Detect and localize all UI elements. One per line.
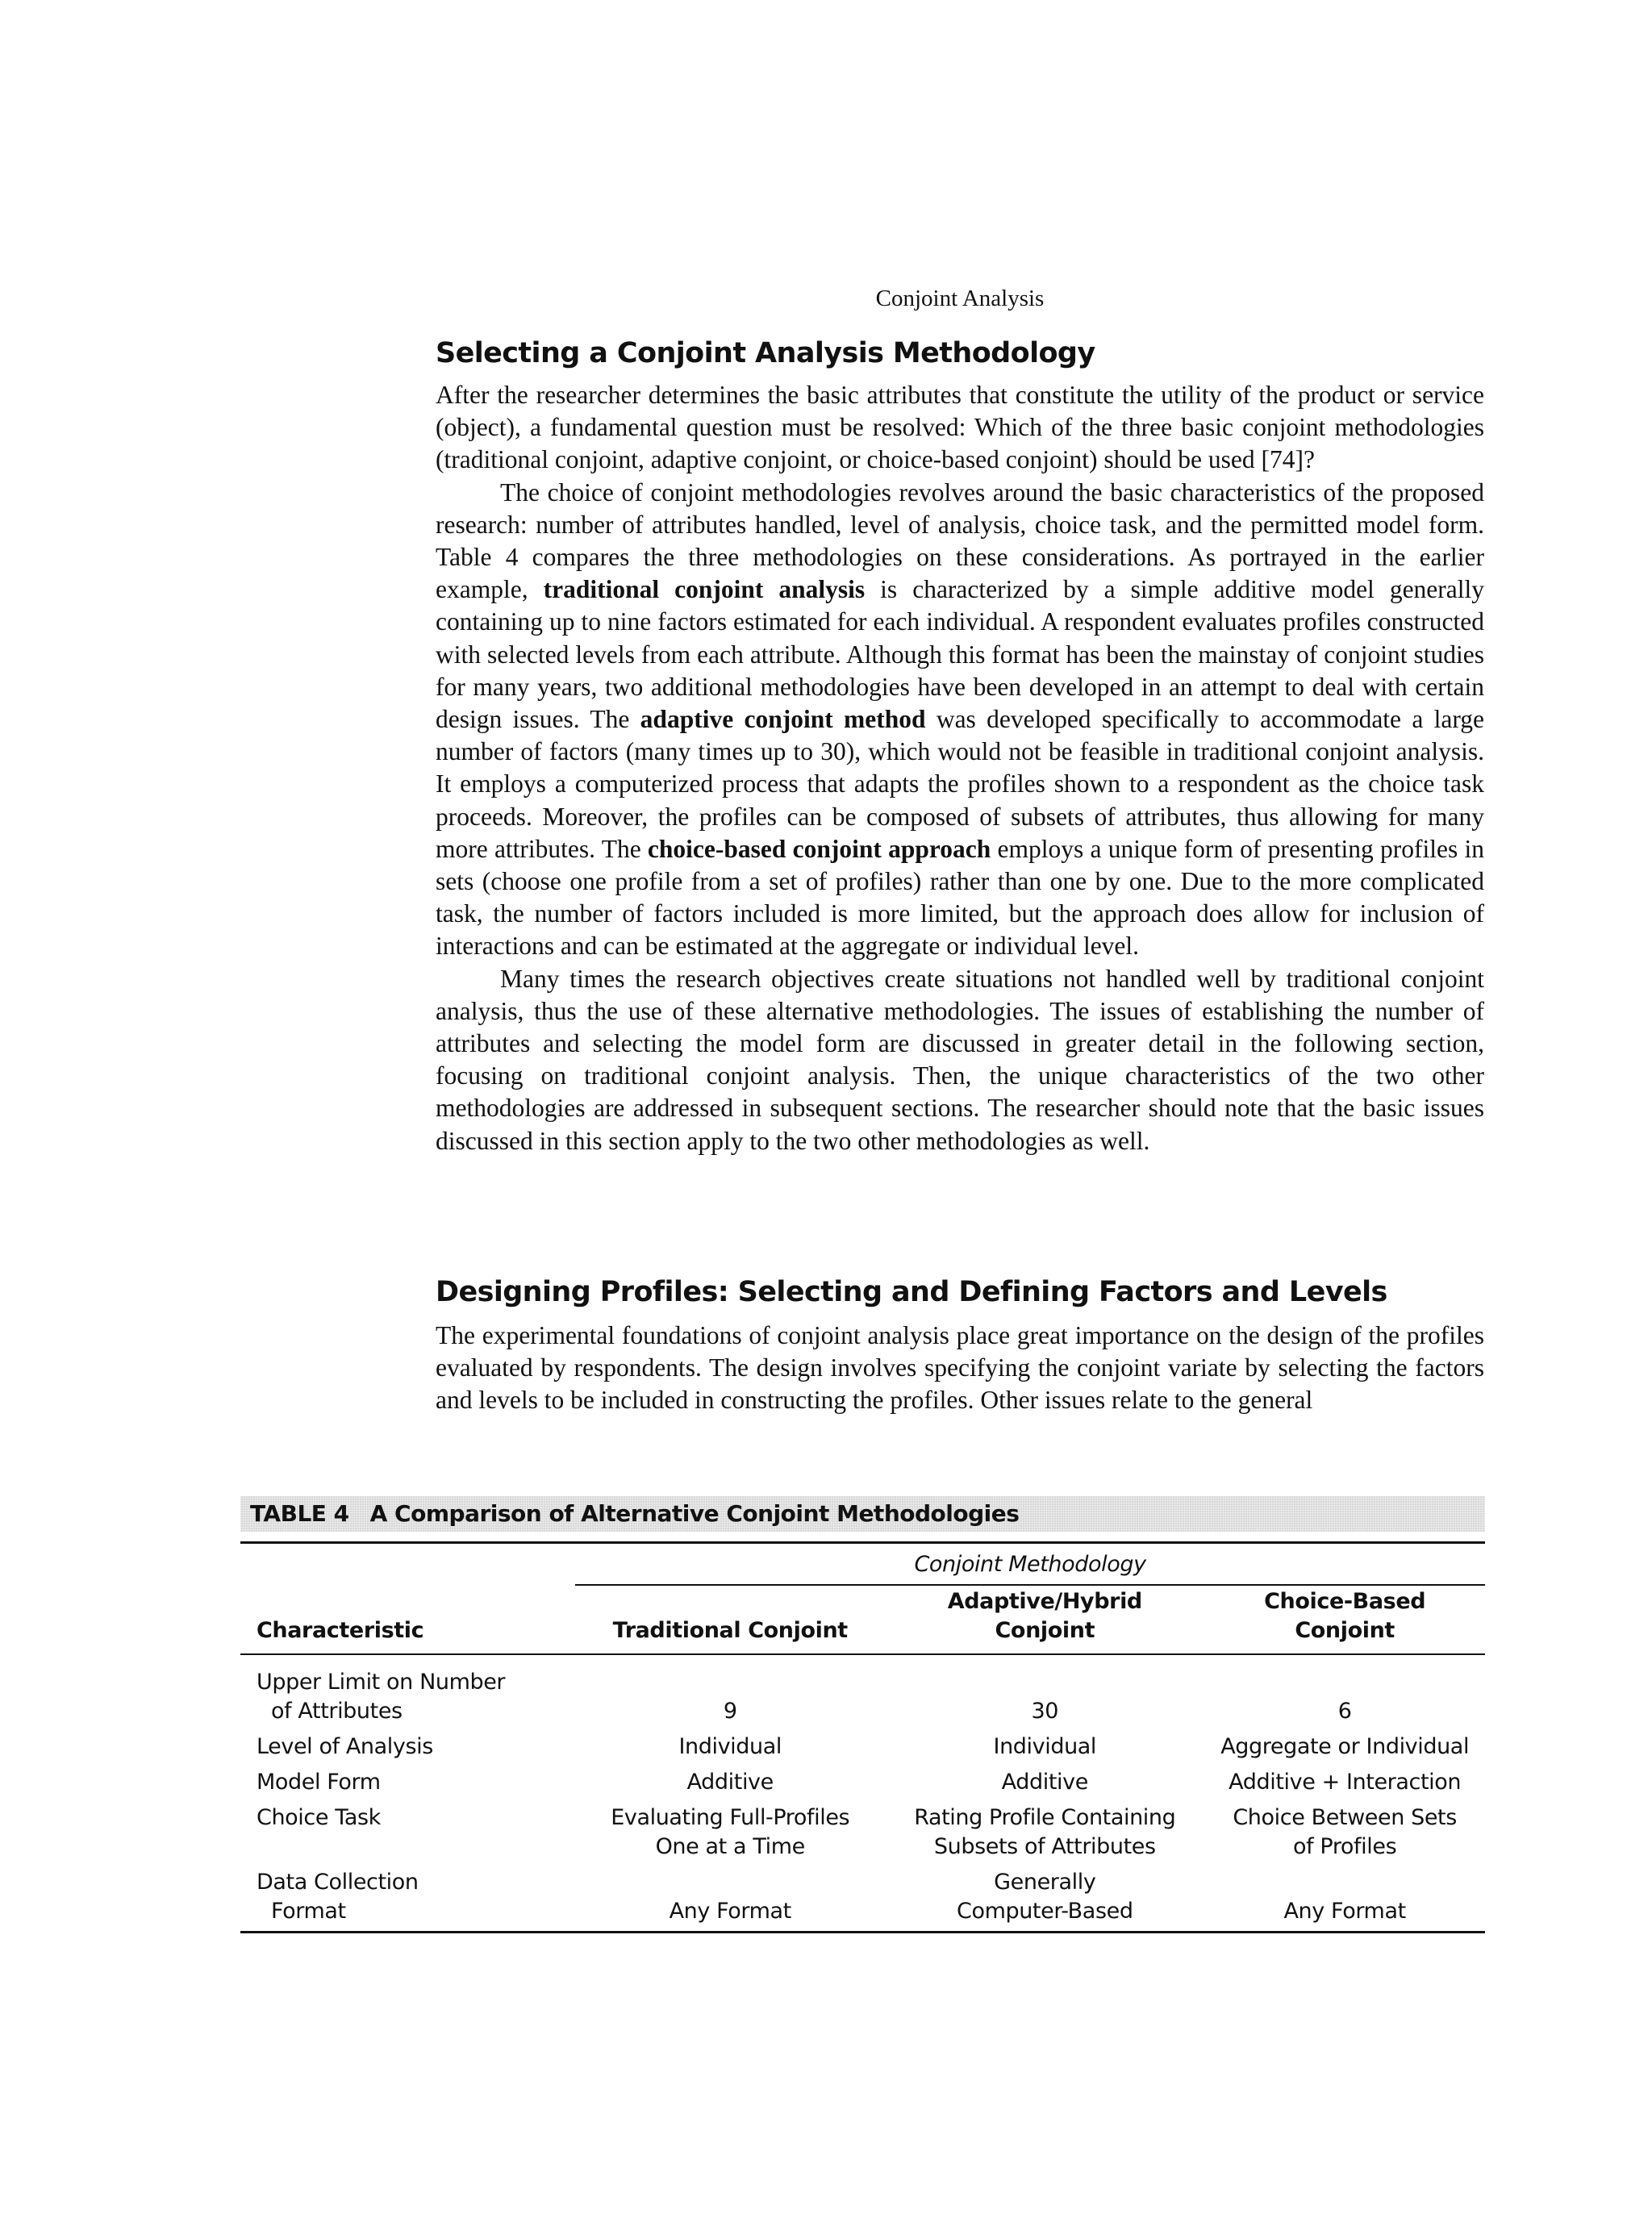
cell-adaptive: 30 bbox=[1031, 1699, 1059, 1724]
table-caption bbox=[240, 1496, 1485, 1532]
term-adaptive-conjoint: adaptive conjoint method bbox=[640, 705, 926, 734]
paragraph: The experimental foundations of conjoint analysis place great importance on the design of the profiles evaluated by respondents. The design involves specifying the conjoint variate by selecting the factors and levels to be included in constructing the profiles. Other issues relate to the general bbox=[436, 1321, 1484, 1415]
cell-characteristic: Data Collection Format bbox=[257, 1870, 419, 1924]
cell-traditional: Individual bbox=[678, 1734, 782, 1759]
table-row bbox=[240, 1762, 1485, 1797]
cell-traditional: 9 bbox=[723, 1699, 737, 1724]
section-heading-selecting-methodology: Selecting a Conjoint Analysis Methodology bbox=[436, 337, 1095, 369]
table-row bbox=[240, 1655, 1485, 1726]
text-run: The choice of conjoint methodologies revolves around the basic characteristics of the proposed research: number of attributes handled, level of analysis, choice task, and the permitted model form. Table 4 compares the three methodologies on these considerations. As portrayed in the earlier example, bbox=[436, 477, 1484, 604]
table-header-row bbox=[240, 1587, 1485, 1653]
cell-choice: 6 bbox=[1337, 1699, 1352, 1724]
table-row bbox=[240, 1726, 1485, 1762]
header-characteristic: Characteristic bbox=[257, 1618, 424, 1643]
paragraph: Many times the research objectives create situations not handled well by traditional conjoint analysis, thus the use of these alternative methodologies. The issues of establishing the number of attributes and selecting the model form are discussed in greater detail in the following section, focusing on traditional conjoint analysis. Then, the unique characteristics of the two other methodologies are addressed in subsequent sections. The researcher should note that the basic issues discussed in this section apply to the two other methodologies as well. bbox=[436, 964, 1484, 1155]
section-heading-designing-profiles: Designing Profiles: Selecting and Defining Factors and Levels bbox=[436, 1276, 1387, 1308]
table-row bbox=[240, 1797, 1485, 1862]
header-adaptive: Adaptive/Hybrid Conjoint bbox=[947, 1589, 1142, 1643]
text-run: employs a unique form of presenting profiles in sets (choose one profile from a set of profiles) rather than one by one. Due to the more complicated task, the number of factors included is more limited, but the approach does allow for inclusion of interactions and can be estimated at the aggregate or individual level. bbox=[436, 834, 1484, 961]
section-designing-profiles bbox=[436, 1320, 1484, 1417]
cell-choice: Any Format bbox=[1283, 1899, 1406, 1924]
running-head: Conjoint Analysis bbox=[875, 286, 1045, 311]
cell-characteristic: Upper Limit on Number of Attributes bbox=[257, 1670, 506, 1724]
cell-traditional: Evaluating Full-Profiles One at a Time bbox=[611, 1805, 850, 1859]
cell-choice: Aggregate or Individual bbox=[1220, 1734, 1470, 1759]
table-bottom-rule bbox=[240, 1931, 1485, 1933]
cell-adaptive: Rating Profile Containing Subsets of Attributes bbox=[914, 1805, 1176, 1859]
cell-characteristic: Model Form bbox=[257, 1770, 381, 1795]
term-traditional-conjoint: traditional conjoint analysis bbox=[543, 575, 866, 604]
cell-adaptive: Generally Computer-Based bbox=[957, 1870, 1133, 1924]
group-header: Conjoint Methodology bbox=[914, 1551, 1146, 1577]
table-title: A Comparison of Alternative Conjoint Methodologies bbox=[369, 1500, 1020, 1527]
cell-characteristic: Level of Analysis bbox=[257, 1734, 433, 1759]
cell-traditional: Additive bbox=[686, 1770, 774, 1795]
paragraph: After the researcher determines the basic attributes that constitute the utility of the product or service (object), a fundamental question must be resolved: Which of the three basic conjoint methodologies (traditional conjoint, adaptive conjoint, or choice-based conjoint) should be used [74]? bbox=[436, 381, 1484, 474]
cell-choice: Additive + Interaction bbox=[1229, 1770, 1462, 1795]
cell-adaptive: Additive bbox=[1001, 1770, 1088, 1795]
table-4 bbox=[240, 1496, 1485, 1933]
cell-traditional: Any Format bbox=[669, 1899, 791, 1924]
cell-adaptive: Individual bbox=[993, 1734, 1097, 1759]
table-row bbox=[240, 1862, 1485, 1931]
text-run: was developed specifically to accommodate a large number of factors (many times up to 30), which would not be feasible in traditional conjoint analysis. It employs a computerized process that adapts the profiles shown to a respondent as the choice task proceeds. Moreover, the profiles can be composed of subsets of attributes, thus allowing for many more attributes. The bbox=[436, 705, 1484, 863]
comparison-table bbox=[240, 1544, 1485, 1931]
paragraph bbox=[436, 477, 1484, 963]
section-selecting-methodology bbox=[436, 379, 1484, 1157]
text-run: is characterized by a simple additive model generally containing up to nine factors estimated for each individual. A respondent evaluates profiles constructed with selected levels from each attribute. Although this format has been the mainstay of conjoint studies for many years, two additional methodologies have been developed in an attempt to deal with certain design issues. The bbox=[436, 575, 1485, 734]
header-choice: Choice-Based Conjoint bbox=[1264, 1589, 1426, 1643]
cell-characteristic: Choice Task bbox=[257, 1805, 381, 1830]
cell-choice: Choice Between Sets of Profiles bbox=[1233, 1805, 1457, 1859]
table-label: TABLE 4 bbox=[250, 1500, 349, 1527]
term-choice-based-conjoint: choice-based conjoint approach bbox=[647, 834, 991, 863]
header-traditional: Traditional Conjoint bbox=[612, 1618, 848, 1643]
